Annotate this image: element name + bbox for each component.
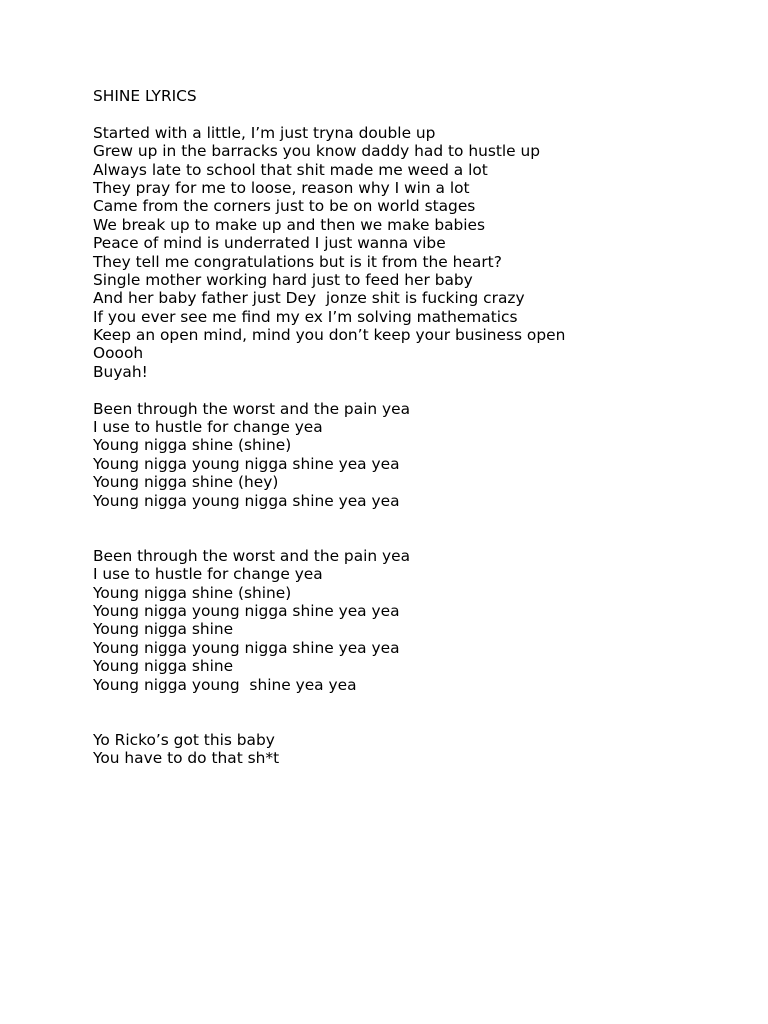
lyric-line: Keep an open mind, mind you don’t keep your business open [93,326,566,345]
lyric-line: Came from the corners just to be on world stages [93,197,476,216]
lyric-line: I use to hustle for change yea [93,565,323,584]
chorus-2 [93,547,733,694]
lyric-line: Buyah! [93,362,148,381]
blank-line [93,694,733,712]
lyric-line: Started with a little, I’m just tryna double up [93,123,436,142]
lyric-line: Always late to school that shit made me weed a lot [93,160,488,179]
document-title: SHINE LYRICS [93,87,197,105]
verse-1 [93,124,733,381]
lyrics-document [93,87,733,767]
blank-line [93,381,733,399]
lyric-line: Grew up in the barracks you know daddy had to hustle up [93,142,541,161]
chorus-1 [93,400,733,510]
lyric-line: They tell me congratulations but is it from the heart? [93,252,502,271]
lyric-line: Young nigga shine (shine) [93,436,292,455]
lyric-line: They pray for me to loose, reason why I win a lot [93,178,470,197]
lyric-line: Peace of mind is underrated I just wanna vibe [93,234,446,253]
lyric-line: Young nigga young nigga shine yea yea [93,638,400,657]
lyric-line: Young nigga shine [93,657,234,676]
lyric-line: Young nigga young nigga shine yea yea [93,454,400,473]
lyric-line: Young nigga shine (hey) [93,473,279,492]
lyric-line: If you ever see me find my ex I’m solving mathematics [93,307,518,326]
blank-line [93,712,733,730]
lyric-line: Been through the worst and the pain yea [93,546,411,565]
lyric-line: Young nigga shine (shine) [93,583,292,602]
outro [93,731,733,768]
lyric-line: Young nigga young nigga shine yea yea [93,491,400,510]
lyric-line: Young nigga shine [93,620,234,639]
blank-line [93,528,733,546]
lyric-line: Yo Ricko’s got this baby [93,730,275,749]
lyric-line: Single mother working hard just to feed her baby [93,270,473,289]
blank-line [93,105,733,123]
blank-line [93,510,733,528]
lyric-line: Young nigga young shine yea yea [93,675,357,694]
lyric-line: I use to hustle for change yea [93,418,323,437]
lyric-line: Ooooh [93,344,144,363]
lyric-line: Been through the worst and the pain yea [93,399,411,418]
lyric-line: You have to do that sh*t [93,749,280,768]
lyric-line: Young nigga young nigga shine yea yea [93,601,400,620]
lyric-line: We break up to make up and then we make babies [93,215,486,234]
lyric-line: And her baby father just Dey jonze shit is fucking crazy [93,289,525,308]
